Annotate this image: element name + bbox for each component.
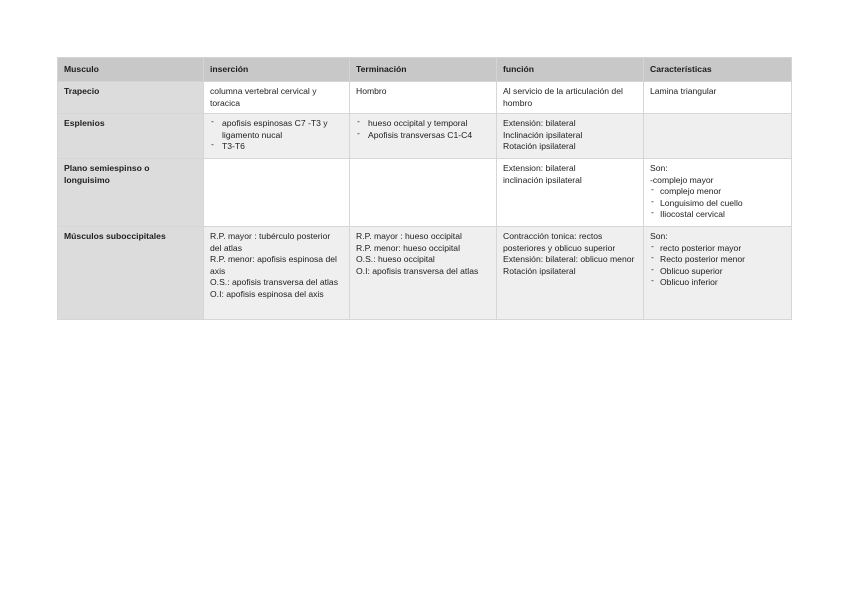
cell-terminacion xyxy=(350,159,497,227)
cell-funcion xyxy=(497,159,644,227)
table-header-row xyxy=(58,58,792,82)
cell-insercion xyxy=(204,159,350,227)
cell-text: Rotación ipsilateral xyxy=(503,141,576,152)
cell-insercion xyxy=(204,227,350,320)
list-item: - Oblicuo inferior xyxy=(650,277,785,289)
cell-text: O.S.: apofisis transversa del atlas xyxy=(210,277,339,288)
row-muscle-name: Trapecio xyxy=(58,82,204,114)
cell-insercion xyxy=(204,82,350,114)
header-insercion: inserción xyxy=(204,58,350,82)
bullet-list xyxy=(356,118,490,141)
list-item: - Iliocostal cervical xyxy=(650,209,785,221)
cell-text: Rotación ipsilateral xyxy=(503,265,576,276)
cell-text: O.I: apofisis espinosa del axis xyxy=(210,288,324,299)
cell-text: Extensión: bilateral xyxy=(503,118,576,128)
header-musculo: Musculo xyxy=(58,58,204,82)
row-muscle-name: Plano semiespinso o longuisimo xyxy=(58,159,204,227)
list-item: - complejo menor xyxy=(650,186,785,198)
cell-terminacion xyxy=(350,82,497,114)
list-item: - Longuisimo del cuello xyxy=(650,198,785,210)
cell-text: Son: xyxy=(650,163,668,173)
cell-text: columna vertebral cervical y toracica xyxy=(210,86,317,108)
cell-text: Lamina triangular xyxy=(650,86,717,96)
header-terminacion: Terminación xyxy=(350,58,497,82)
cell-text: Hombro xyxy=(356,86,387,96)
cell-text: Inclinación ipsilateral xyxy=(503,129,583,140)
header-funcion: función xyxy=(497,58,644,82)
list-item: - recto posterior mayor xyxy=(650,243,785,255)
cell-funcion xyxy=(497,82,644,114)
cell-caracteristicas xyxy=(644,82,792,114)
table-row xyxy=(58,159,792,227)
cell-text: Extension: bilateral xyxy=(503,163,576,173)
cell-text: R.P. mayor : tubérculo posterior del atlas xyxy=(210,231,331,253)
cell-text: Contracción tonica: rectos posteriores y oblicuo superior xyxy=(503,231,616,253)
cell-text: O.S.: hueso occipital xyxy=(356,254,435,265)
bullet-list xyxy=(650,243,785,289)
cell-caracteristicas xyxy=(644,159,792,227)
header-caracteristicas: Características xyxy=(644,58,792,82)
muscle-table xyxy=(57,57,792,320)
table-row xyxy=(58,82,792,114)
cell-text: Al servicio de la articulación del hombro xyxy=(503,86,623,108)
bullet-list xyxy=(650,186,785,221)
cell-text: R.P. mayor : hueso occipital xyxy=(356,231,462,241)
cell-caracteristicas xyxy=(644,114,792,159)
cell-text: O.I: apofisis transversa del atlas xyxy=(356,265,479,276)
list-item: - Recto posterior menor xyxy=(650,254,785,266)
cell-text: Son: xyxy=(650,231,668,241)
list-item: - hueso occipital y temporal xyxy=(356,118,490,130)
cell-text: R.P. menor: hueso occipital xyxy=(356,242,460,253)
bullet-list xyxy=(210,118,343,153)
cell-text: inclinación ipsilateral xyxy=(503,174,582,185)
cell-text: R.P. menor: apofisis espinosa del axis xyxy=(210,254,337,276)
table-row xyxy=(58,114,792,159)
table-row xyxy=(58,227,792,320)
row-muscle-name: Músculos suboccipitales xyxy=(58,227,204,320)
cell-funcion xyxy=(497,114,644,159)
cell-text: -complejo mayor xyxy=(650,174,714,185)
row-muscle-name: Esplenios xyxy=(58,114,204,159)
cell-text: Extensión: bilateral: oblicuo menor xyxy=(503,254,635,265)
list-item: - Oblicuo superior xyxy=(650,266,785,278)
list-item: - apofisis espinosas C7 -T3 y ligamento nucal xyxy=(210,118,343,141)
cell-caracteristicas xyxy=(644,227,792,320)
cell-insercion xyxy=(204,114,350,159)
list-item: - T3-T6 xyxy=(210,141,343,153)
cell-terminacion xyxy=(350,114,497,159)
cell-funcion xyxy=(497,227,644,320)
cell-terminacion xyxy=(350,227,497,320)
list-item: - Apofisis transversas C1-C4 xyxy=(356,130,490,142)
